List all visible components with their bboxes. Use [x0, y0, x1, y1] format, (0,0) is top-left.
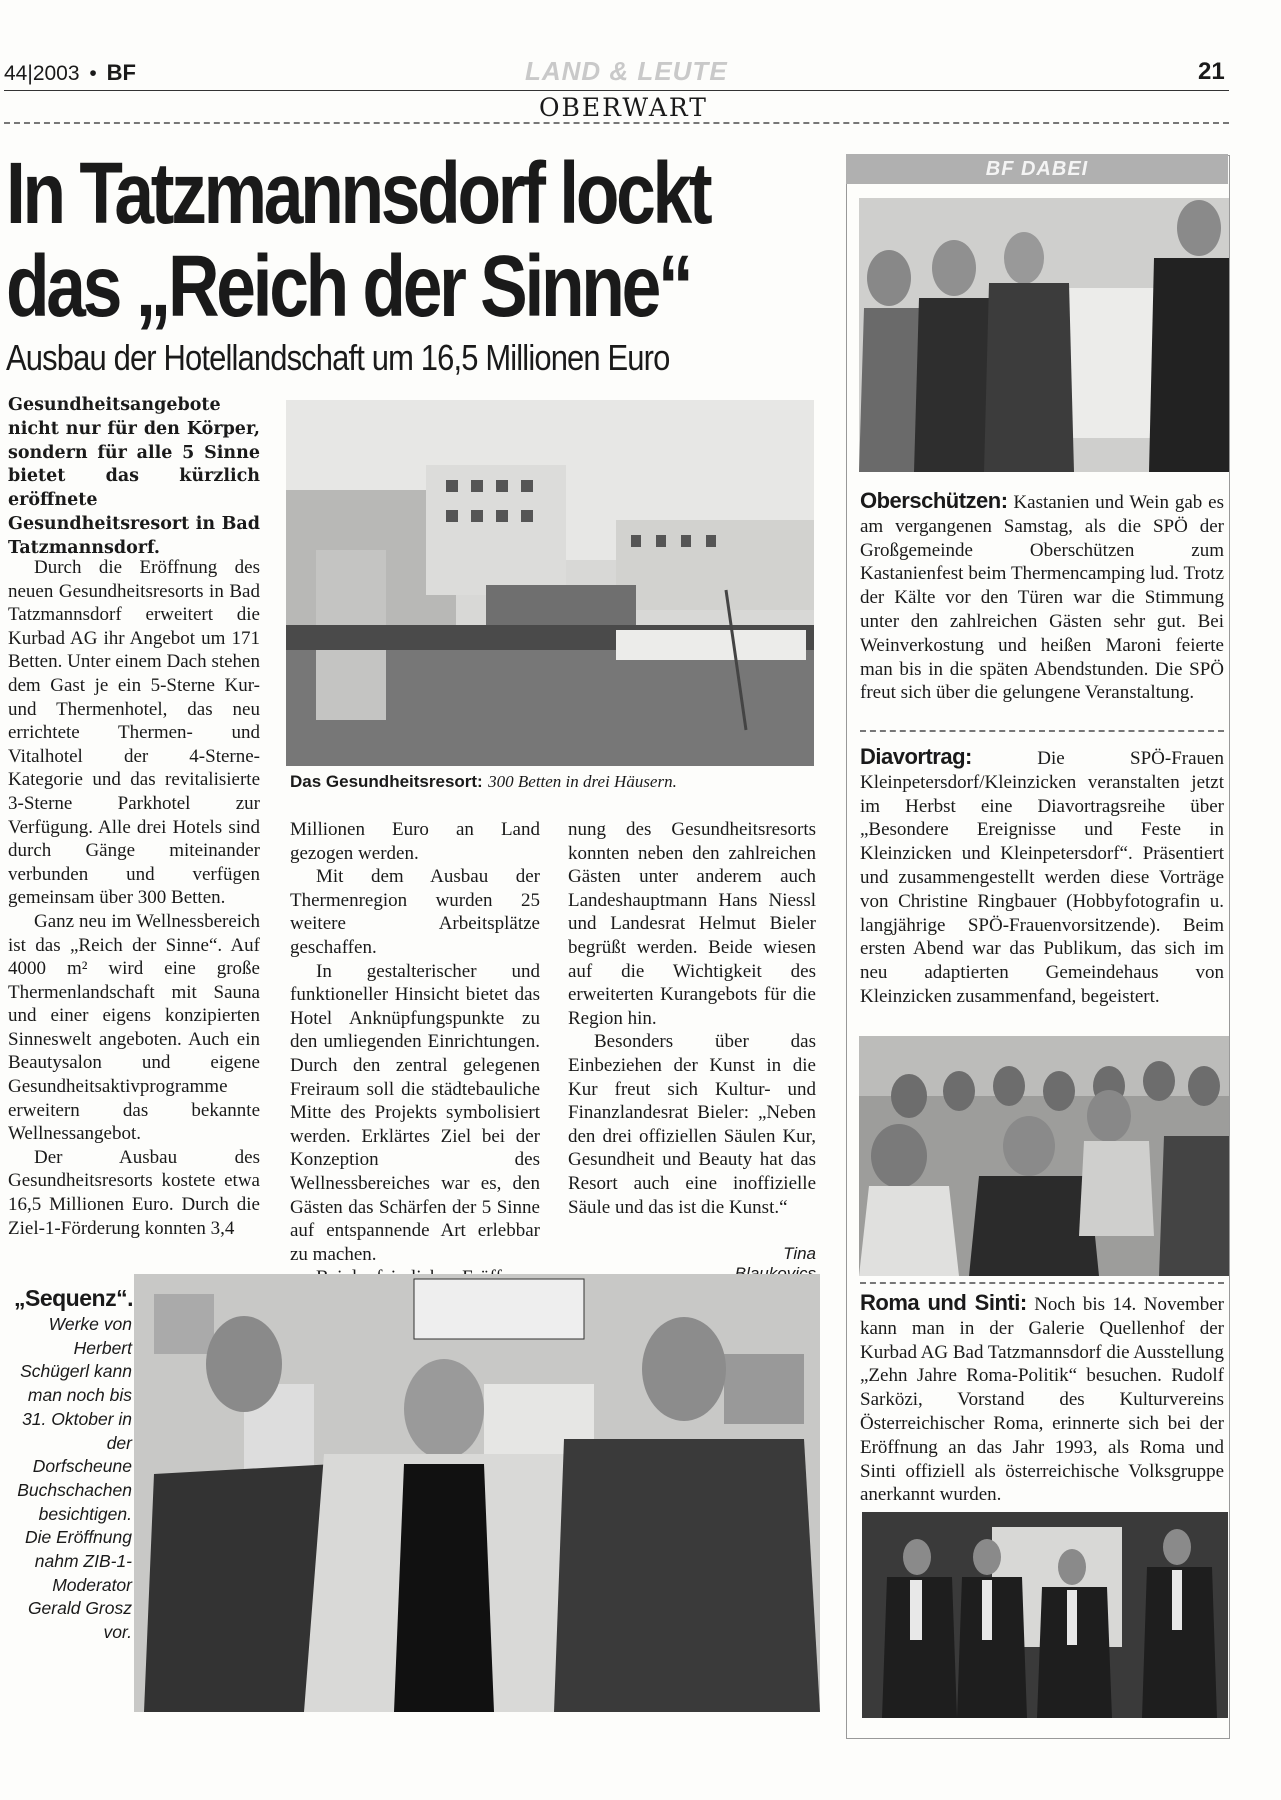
headline-line1: In Tatzmannsdorf lockt — [6, 145, 710, 242]
diavortrag-photo — [859, 1036, 1229, 1276]
sequenz-caption: Werke von Herbert Schügerl kann man noch bis 31. Oktober in der Dorfscheune Buchschachen besichtigen. Die Eröffnung nahm ZIB-1-Moderator Gerald Grosz vor. — [17, 1314, 132, 1643]
roma-photo-image — [862, 1512, 1228, 1718]
col1-paragraph: Der Ausbau des Gesundheitsresorts kostete etwa 16,5 Millionen Euro. Durch die Ziel-1-Förderung konnten 3,4 — [8, 1146, 260, 1239]
paper-logo: BF — [106, 60, 136, 85]
oberschuetzen-photo-image — [859, 198, 1229, 472]
header-rule — [4, 90, 1229, 91]
col1-paragraph: Ganz neu im Wellnessbereich ist das „Reich der Sinne“. Auf 4000 m² wird eine große Thermenlandschaft mit Sauna und einer eigens konzipierten Sinneswelt angeboten. Auch ein Beautysalon und eigene Gesundheitsaktivprogramme erweitern das bekannte Wellnessangebot. — [8, 910, 260, 1145]
page-number: 21 — [1198, 58, 1225, 85]
roma-text: Noch bis 14. November kann man in der Galerie Quellenhof der Kurbad AG Bad Tatzmannsdorf die Ausstellung „Zehn Jahre Roma-Politik“ besuchen. Rudolf Sarközi, Vorstand des Kulturvereins Österreichischer Roma, erinnerte sich bei der Eröffnung an das Jahr 1993, als Roma und Sinti offiziell als österreichische Volksgruppe anerkannt wurden. — [860, 1294, 1225, 1506]
header-dashed-rule — [4, 122, 1229, 124]
diavortrag-photo-image — [859, 1036, 1229, 1276]
oberschuetzen-heading: Oberschützen: — [860, 488, 1008, 513]
resort-caption-bold: Das Gesundheitsresort: — [290, 772, 483, 791]
col2-paragraph: In gestalterischer und funktioneller Hinsicht bietet das Hotel Anknüpfungspunkte zu den umliegenden Einrichtungen. Durch den zentral gelegenen Freiraum soll die städtebauliche Mitte des Projekts symbolisiert werden. Erklärtes Ziel bei der Konzeption des Wellnessbereiches war es, den Gästen das Schärfen der 5 Sinne auf entspannende Art erlebbar zu machen. — [290, 960, 540, 1265]
section-title: LAND & LEUTE — [525, 56, 728, 86]
col3-paragraph: Besonders über das Einbeziehen der Kunst in die Kur freut sich Kultur- und Finanzlandesrat Bieler: „Neben den drei offiziellen Säulen Kur, Gesundheit und Beauty hat das Resort auch eine inoffizielle Säule und das ist die Kunst.“ — [568, 1031, 816, 1218]
oberschuetzen-text: Kastanien und Wein gab es am vergangenen Samstag, als die SPÖ der Großgemeinde Oberschützen zum Kastanienfest beim Thermencamping lud. Trotz der Kälte vor den Türen war die Stimmung unter den zahlreichen Gästen sehr gut. Bei Weinverkostung und heißen Maroni feierte man bis in die späten Abendstunden. Die SPÖ freut sich über die gelungene Veranstaltung. — [860, 492, 1224, 704]
article-col2 — [290, 818, 540, 1290]
diavortrag-text: Die SPÖ-Frauen Kleinpetersdorf/Kleinzicken veranstalten jetzt im Herbst eine Diavortragsreihe über „Besondere Ereignisse und Feste in Kleinzicken und Kleinpetersdorf“. Präsentiert und zusammengestellt werden diese Vorträge von Christine Ringbauer (Hobbyfotografin u. langjährige SPÖ-Frauenvorsitzende). Beim ersten Abend war das Publikum, das sich im neu adaptierten Gemeindehaus von Kleinzicken zusammenfand, begeistert. — [860, 748, 1224, 1007]
col3-paragraph: nung des Gesundheitsresorts konnten neben den zahlreichen Gästen unter anderem auch Landeshauptmann Hans Niessl und Landesrat Helmut Bieler begrüßt werden. Beide wiesen auf die Wichtigkeit des erweiterten Kurangebots für die Region hin. — [568, 819, 816, 1029]
sequenz-photo-image — [134, 1274, 820, 1712]
header-bullet: • — [89, 62, 97, 85]
sidebar-divider — [860, 730, 1224, 732]
roma-heading: Roma und Sinti: — [860, 1290, 1027, 1315]
headline-line2: das „Reich der Sinne“ — [6, 238, 691, 335]
subheadline: Ausbau der Hotellandschaft um 16,5 Millionen Euro — [6, 337, 670, 378]
col2-paragraph: Mit dem Ausbau der Thermenregion wurden 25 weitere Arbeitsplätze geschaffen. — [290, 866, 540, 958]
oberschuetzen-photo — [859, 198, 1229, 472]
resort-caption-italic: 300 Betten in drei Häusern. — [488, 772, 677, 791]
sidebar-divider — [860, 1282, 1224, 1284]
region-label: OBERWART — [535, 93, 712, 122]
col2-paragraph: Millionen Euro an Land gezogen werden. — [290, 819, 540, 864]
sidebar-item-roma — [860, 1291, 1224, 1507]
author-byline: Tina — [783, 1244, 816, 1263]
col1-paragraph: Durch die Eröffnung des neuen Gesundheitsresorts in Bad Tatzmannsdorf erweitert die Kurbad AG ihr Angebot um 171 Betten. Unter einem Dach stehen dem Gast je ein 5-Sterne Kur- und Thermenhotel, das neu errichtete Thermen- und Vitalhotel der 4-Sterne-Kategorie und das revitalisierte 3-Sterne Parkhotel zur Verfügung. Alle drei Hotels sind durch Gänge miteinander verbunden und verfügen gemeinsam über 300 Betten. — [8, 557, 260, 909]
sequenz-title: „Sequenz“. — [14, 1285, 133, 1311]
diavortrag-heading: Diavortrag: — [860, 744, 972, 769]
article-col3 — [568, 818, 816, 1219]
resort-photo — [286, 400, 814, 766]
sequenz-photo — [134, 1274, 820, 1712]
article-col1 — [8, 556, 260, 1240]
sidebar-title: BF DABEI — [846, 154, 1228, 184]
issue-number — [4, 60, 136, 86]
resort-photo-image — [286, 400, 814, 766]
sidebar-item-diavortrag — [860, 745, 1224, 1009]
roma-photo — [862, 1512, 1228, 1718]
lead-paragraph: Gesundheitsangebote nicht nur für den Körper, sondern für alle 5 Sinne bietet das kürzlich eröffnete Gesundheitsresort in Bad Tatzmannsdorf. — [8, 395, 260, 558]
issue-label: 44|2003 — [4, 62, 80, 85]
sidebar-item-oberschuetzen — [860, 489, 1224, 705]
resort-photo-caption — [290, 772, 677, 792]
